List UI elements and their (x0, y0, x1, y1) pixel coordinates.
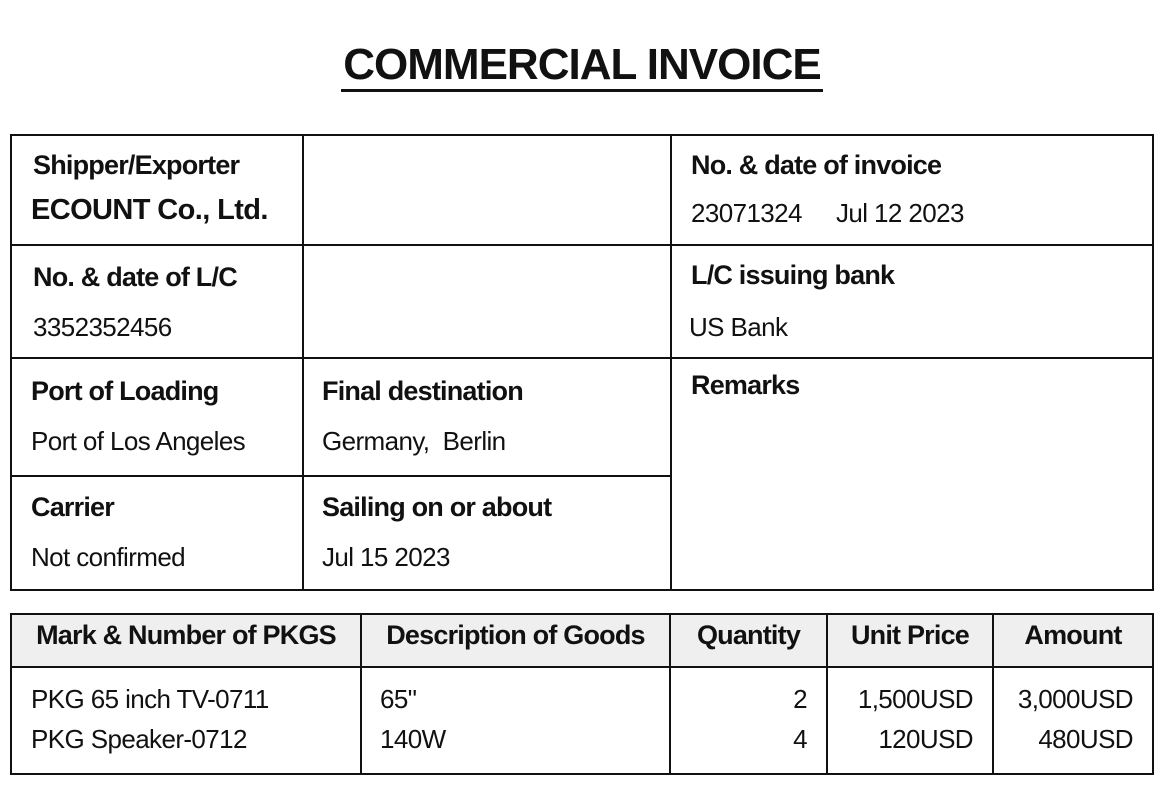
sailing-value: Jul 15 2023 (322, 542, 450, 572)
bank-value: US Bank (689, 312, 788, 342)
column-header-description: Description of Goods (386, 620, 645, 650)
table-border-right (1152, 134, 1154, 591)
table-border-bottom (10, 589, 1154, 591)
cell-amount: 480USD (1038, 724, 1133, 754)
carrier-label: Carrier (31, 492, 114, 522)
table-divider-vertical-2 (670, 134, 672, 591)
column-header-quantity: Quantity (696, 620, 801, 650)
bank-label: L/C issuing bank (691, 260, 895, 290)
document-title-text: COMMERCIAL INVOICE (341, 41, 822, 92)
sailing-label: Sailing on or about (322, 492, 552, 522)
port-of-loading-label: Port of Loading (31, 376, 219, 406)
invoice-label: No. & date of invoice (691, 150, 942, 180)
goods-border-right (1152, 613, 1154, 775)
table-divider-horizontal-2 (10, 357, 1154, 359)
table-divider-vertical-1 (302, 134, 304, 591)
column-header-amount: Amount (1024, 620, 1122, 650)
goods-border-top (10, 613, 1154, 615)
cell-amount: 3,000USD (1017, 684, 1133, 714)
cell-description: 140W (380, 724, 446, 754)
cell-mark: PKG 65 inch TV-0711 (31, 684, 269, 714)
document-title (0, 40, 1164, 92)
cell-mark: PKG Speaker-0712 (31, 724, 247, 754)
shipper-label: Shipper/Exporter (33, 150, 240, 180)
goods-header-divider (10, 666, 1154, 668)
shipper-value: ECOUNT Co., Ltd. (31, 194, 268, 226)
cell-unit-price: 120USD (878, 724, 973, 754)
final-destination-value: Germany, Berlin (322, 426, 506, 456)
cell-unit-price: 1,500USD (857, 684, 973, 714)
column-header-mark: Mark & Number of PKGS (36, 620, 336, 650)
cell-quantity: 4 (793, 724, 807, 754)
goods-border-bottom (10, 773, 1154, 775)
table-divider-horizontal-3 (10, 475, 672, 477)
remarks-label: Remarks (691, 370, 800, 400)
port-of-loading-value: Port of Los Angeles (31, 426, 246, 456)
table-border-top (10, 134, 1154, 136)
cell-description: 65" (380, 684, 417, 714)
table-divider-horizontal-1 (10, 244, 1154, 246)
lc-value: 3352352456 (33, 312, 172, 342)
cell-quantity: 2 (793, 684, 807, 714)
column-header-unit-price: Unit Price (850, 620, 970, 650)
carrier-value: Not confirmed (31, 542, 186, 572)
final-destination-label: Final destination (322, 376, 523, 406)
table-border-left (10, 134, 12, 591)
invoice-date: Jul 12 2023 (836, 198, 964, 228)
lc-label: No. & date of L/C (33, 262, 237, 292)
invoice-number: 23071324 (691, 198, 802, 228)
